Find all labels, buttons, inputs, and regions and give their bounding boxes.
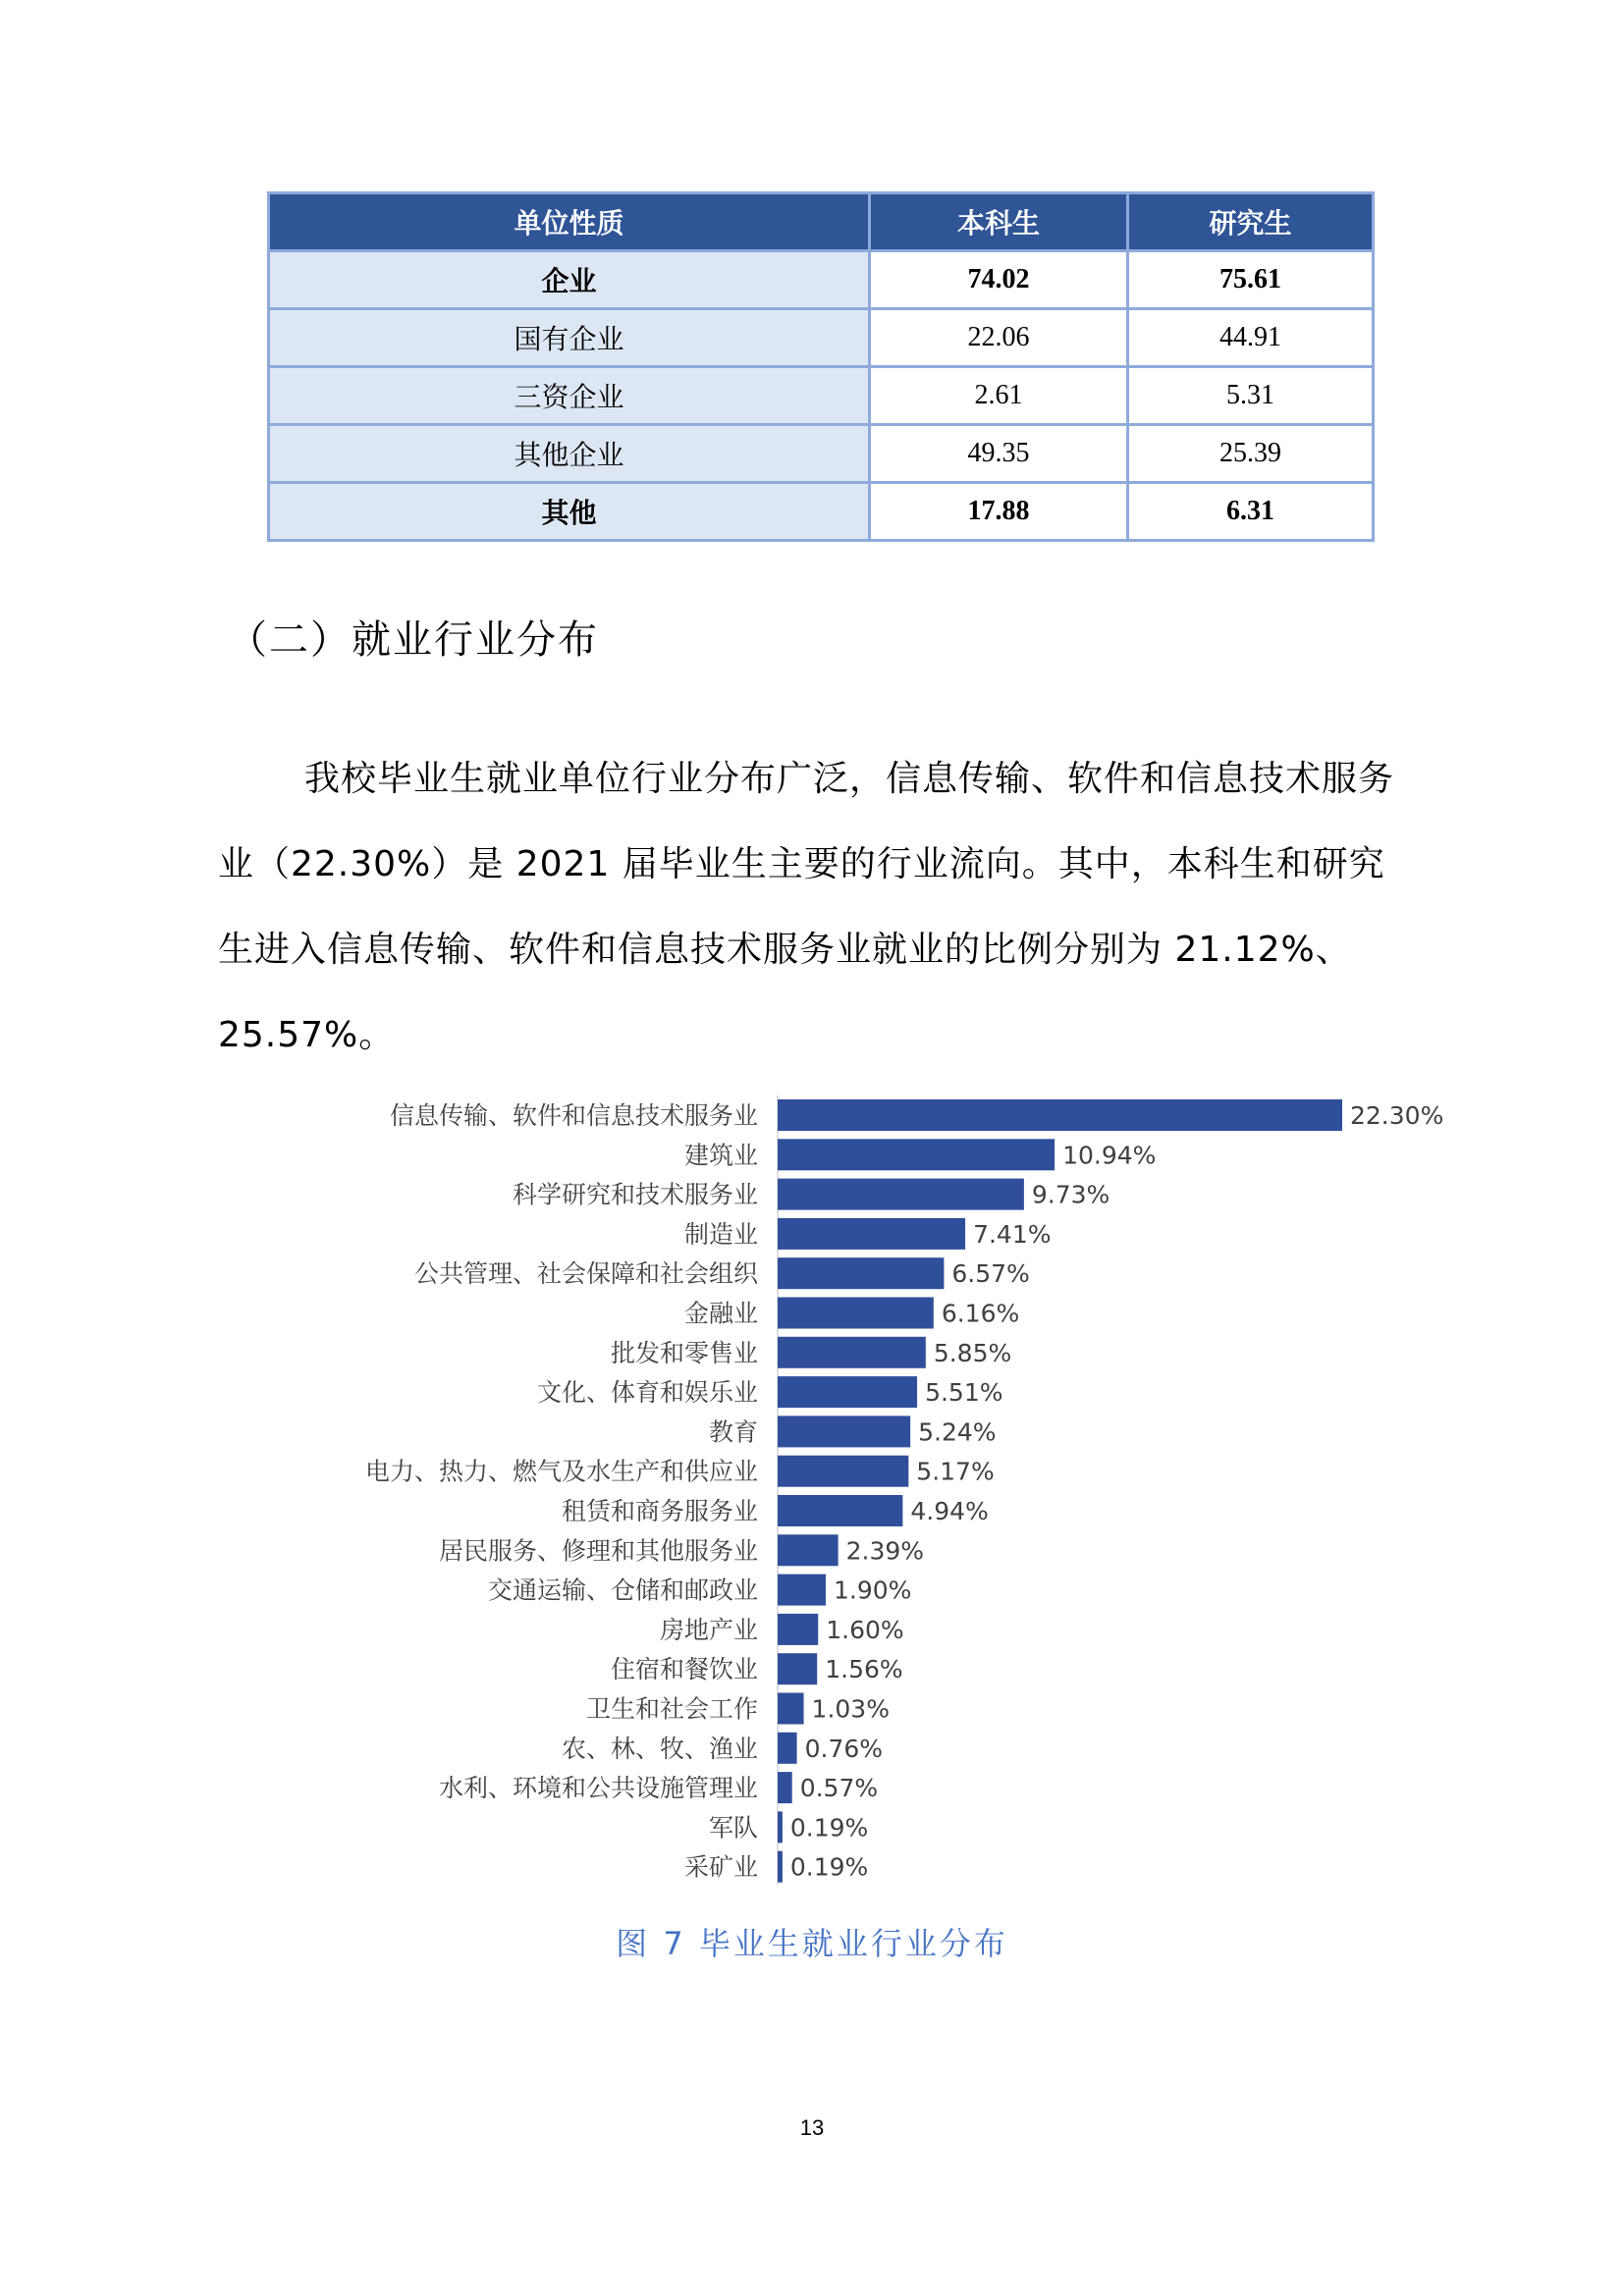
data-label: 22.30% — [1350, 1101, 1444, 1130]
bar — [778, 1456, 908, 1487]
bar — [778, 1851, 783, 1883]
category-label: 制造业 — [683, 1219, 758, 1249]
bar — [778, 1139, 1055, 1170]
row-label: 其他 — [269, 483, 870, 541]
bar — [778, 1337, 926, 1368]
header-grad: 研究生 — [1128, 193, 1374, 251]
grad-value: 44.91 — [1128, 309, 1374, 367]
category-label: 租赁和商务服务业 — [561, 1497, 758, 1525]
table-row — [269, 309, 1374, 367]
category-label: 科学研究和技术服务业 — [512, 1180, 758, 1209]
grad-value: 6.31 — [1128, 483, 1374, 541]
undergrad-value: 74.02 — [870, 251, 1128, 309]
bar — [778, 1257, 944, 1289]
bar — [778, 1693, 804, 1725]
data-label: 9.73% — [1031, 1180, 1110, 1209]
data-label: 1.60% — [826, 1615, 904, 1644]
table-header-row — [269, 193, 1374, 251]
bar — [778, 1415, 910, 1447]
bar — [778, 1733, 797, 1764]
table-row — [269, 251, 1374, 309]
bar — [778, 1376, 917, 1408]
category-label: 批发和零售业 — [610, 1338, 758, 1367]
bar — [778, 1575, 826, 1606]
data-label: 0.19% — [789, 1813, 869, 1842]
category-label: 教育 — [708, 1417, 758, 1447]
category-label: 文化、体育和娱乐业 — [536, 1378, 758, 1408]
data-label: 1.56% — [825, 1655, 903, 1684]
data-label: 5.51% — [925, 1378, 1003, 1408]
grad-value: 5.31 — [1128, 367, 1374, 425]
data-label: 10.94% — [1062, 1141, 1157, 1170]
row-label: 企业 — [269, 251, 870, 309]
row-label: 其他企业 — [269, 425, 870, 483]
data-label: 7.41% — [973, 1219, 1052, 1249]
grad-value: 25.39 — [1128, 425, 1374, 483]
undergrad-value: 49.35 — [870, 425, 1128, 483]
undergrad-value: 2.61 — [870, 367, 1128, 425]
category-label: 军队 — [708, 1813, 758, 1842]
data-label: 1.03% — [811, 1694, 890, 1724]
bar — [778, 1614, 818, 1645]
data-label: 5.85% — [933, 1338, 1012, 1367]
category-label: 房地产业 — [659, 1615, 758, 1644]
section-heading: （二）就业行业分布 — [228, 617, 599, 663]
employer-type-table — [267, 191, 1375, 542]
header-undergrad: 本科生 — [870, 193, 1128, 251]
data-label: 0.19% — [789, 1852, 869, 1882]
bar — [778, 1298, 934, 1329]
table-row — [269, 367, 1374, 425]
data-label: 4.94% — [910, 1497, 989, 1525]
row-label: 三资企业 — [269, 367, 870, 425]
header-unit-type: 单位性质 — [269, 193, 870, 251]
category-label: 住宿和餐饮业 — [610, 1655, 758, 1684]
bar — [778, 1772, 792, 1803]
data-label: 5.17% — [916, 1457, 995, 1486]
body-paragraph: 我校毕业生就业单位行业分布广泛，信息传输、软件和信息技术服务业（22.30%）是 2021 届毕业生主要的行业流向。其中，本科生和研究生进入信息传输、软件和信息技术服务业就业的比例分别为 21.12%、25.57%。 — [218, 759, 1395, 1055]
category-label: 电力、热力、燃气及水生产和供应业 — [364, 1457, 758, 1486]
category-label: 信息传输、软件和信息技术服务业 — [389, 1101, 758, 1130]
row-label: 国有企业 — [269, 309, 870, 367]
data-label: 6.16% — [941, 1299, 1020, 1328]
data-label: 0.76% — [804, 1734, 884, 1763]
bar — [778, 1099, 1342, 1131]
bar — [778, 1534, 839, 1566]
grad-value: 75.61 — [1128, 251, 1374, 309]
undergrad-value: 22.06 — [870, 309, 1128, 367]
table-row — [269, 425, 1374, 483]
figure-caption: 图 7 毕业生就业行业分布 — [616, 1925, 1008, 1962]
category-label: 卫生和社会工作 — [585, 1694, 758, 1724]
category-label: 采矿业 — [683, 1852, 758, 1882]
category-label: 建筑业 — [683, 1141, 758, 1170]
bar — [778, 1811, 783, 1842]
category-label: 金融业 — [683, 1299, 758, 1328]
bar — [778, 1495, 902, 1526]
data-label: 0.57% — [799, 1774, 879, 1803]
data-label: 2.39% — [845, 1536, 925, 1566]
undergrad-value: 17.88 — [870, 483, 1128, 541]
category-label: 居民服务、修理和其他服务业 — [438, 1536, 758, 1566]
data-label: 1.90% — [833, 1575, 912, 1605]
category-label: 公共管理、社会保障和社会组织 — [413, 1259, 758, 1289]
bar — [778, 1653, 817, 1684]
category-label: 水利、环境和公共设施管理业 — [438, 1774, 758, 1803]
table-row — [269, 483, 1374, 541]
data-label: 5.24% — [918, 1417, 997, 1447]
category-label: 农、林、牧、渔业 — [561, 1734, 758, 1763]
industry-bar-chart — [0, 1080, 1624, 1885]
bar — [778, 1218, 965, 1250]
category-label: 交通运输、仓储和邮政业 — [487, 1575, 758, 1605]
page-number: 13 — [799, 2115, 825, 2140]
bar — [778, 1179, 1024, 1210]
data-label: 6.57% — [951, 1259, 1030, 1289]
